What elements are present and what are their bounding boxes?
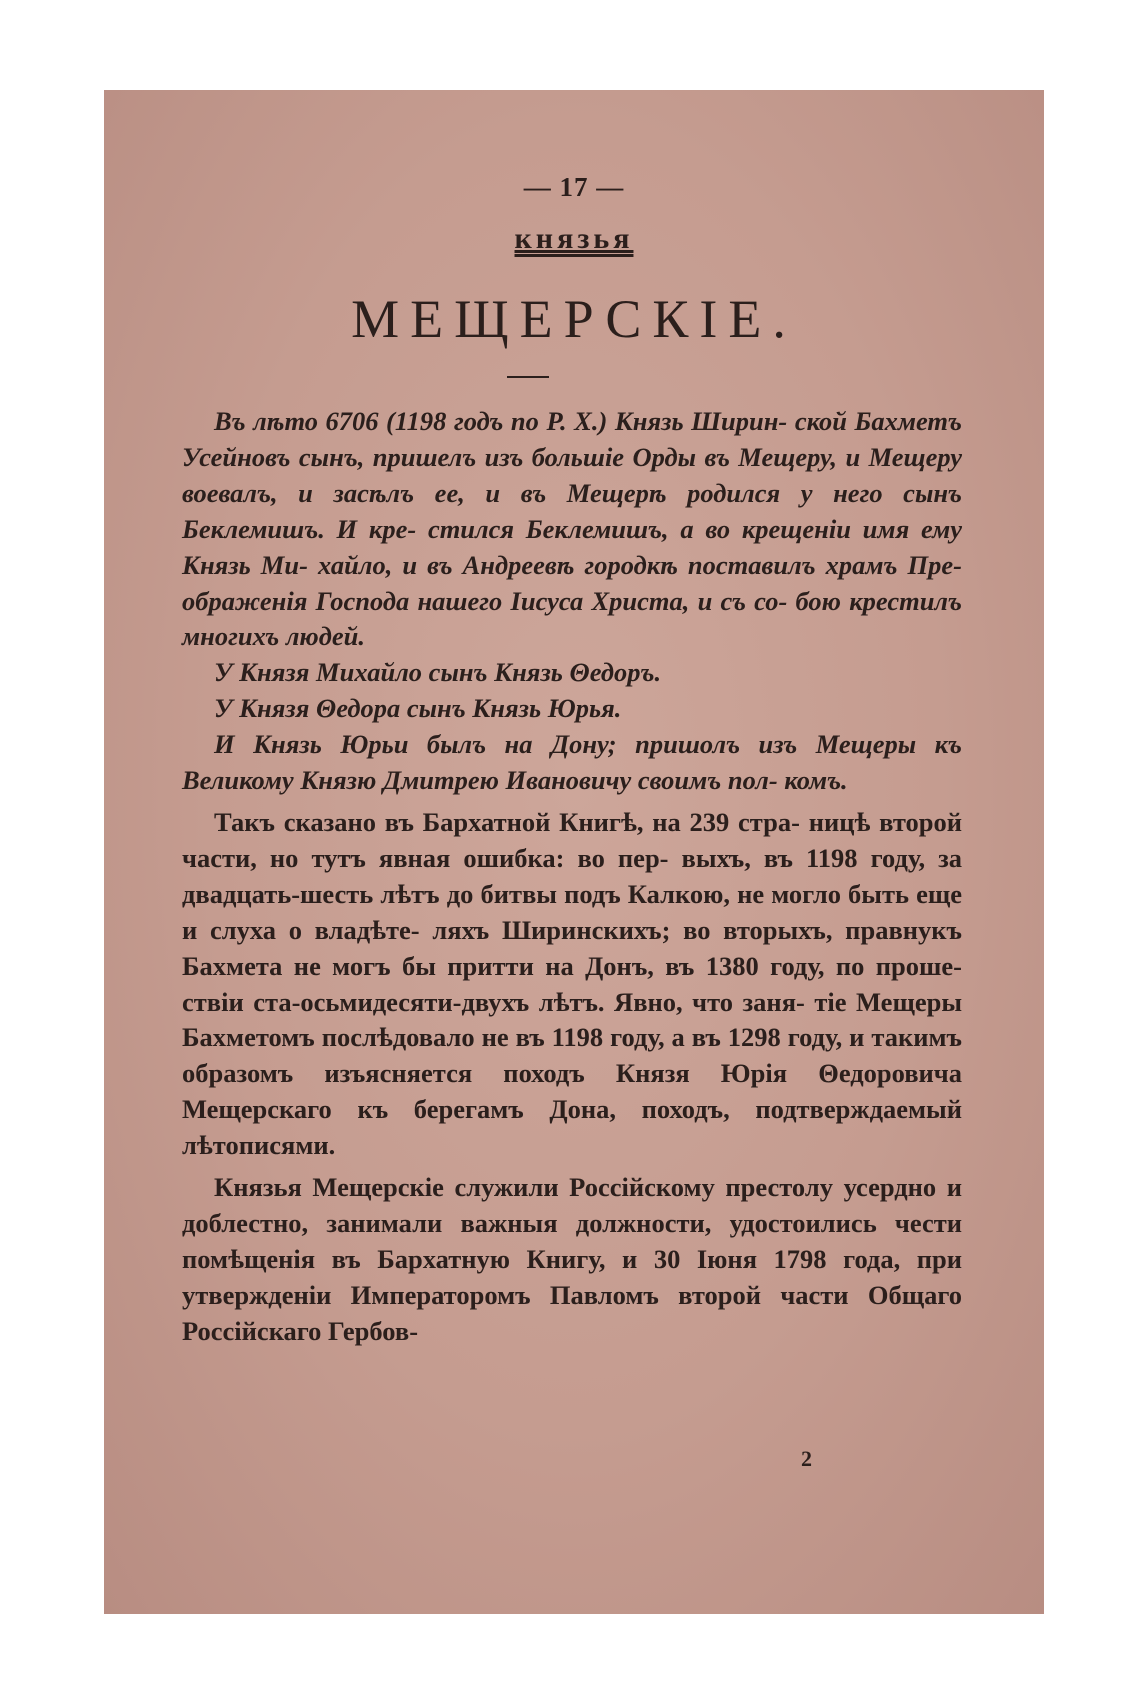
paragraph-line: Орды въ Мещеру, и Мещеру воевалъ, и засѣлъ ее, и — [182, 441, 963, 508]
paragraph-line: къ Великому Князю Дмитрею Ивановичу своимъ пол- — [182, 729, 963, 796]
paragraph-line: комъ. — [784, 765, 848, 796]
paragraph-line: а въ 1298 году, и такимъ образомъ изъясняется походъ — [182, 1022, 962, 1089]
paragraph-line: ляхъ Ширинскихъ; во вторыхъ, правнукъ Бахмета — [182, 914, 962, 981]
paragraph-line: стился Беклемишъ, а во крещенiи имя ему Князь Ми- — [182, 513, 962, 580]
paragraph-3 — [182, 691, 962, 727]
paragraph-2 — [182, 655, 962, 691]
paragraph-line: Въ лѣто 6706 (1198 годъ по Р. Х.) Князь Ширин- — [214, 406, 788, 436]
paragraph-line: Такъ сказано въ Бархатной Книгѣ, на 239 стра- — [214, 806, 800, 837]
paragraph-line: ницѣ второй части, но тутъ явная ошибка: во пер- — [182, 806, 963, 873]
section-heading-small: князья — [514, 222, 634, 255]
title-rule — [507, 376, 549, 378]
paragraph-line: тiе Мещеры Бахметомъ послѣдовало не въ 1198 году, — [182, 986, 963, 1053]
body-text — [182, 404, 962, 1350]
paragraph-line: подъ Калкою, не могло быть еще и слуха о владѣте- — [182, 878, 963, 945]
paragraph-line: И Князь Юрьи былъ на Дону; пришолъ изъ Мещеры — [214, 729, 917, 760]
paragraph-line: Князья Мещерскiе служили Россiйскому престолу — [214, 1172, 833, 1203]
paragraph-line: не могъ бы притти на Донъ, въ 1380 году, по проше- — [293, 950, 962, 981]
paragraph-line: Павломъ второй части Общаго Россiйскаго Гербов- — [182, 1279, 963, 1346]
paragraph-line: Дона, походъ, подтверждаемый лѣтописями. — [182, 1094, 962, 1161]
paragraph-line: хайло, и въ Андреевѣ городкѣ поставилъ храмъ Пре- — [317, 549, 962, 580]
section-heading-large: МЕЩЕРСКIЕ. — [351, 289, 797, 349]
paragraph-4 — [182, 727, 962, 799]
paragraph-5 — [182, 805, 962, 1164]
paragraph-line: въ Мещерѣ родился у него сынъ Беклемишъ. И кре- — [182, 477, 963, 544]
paragraph-6 — [182, 1170, 962, 1350]
paragraph-line: ствiи ста-осьмидесяти-двухъ лѣтъ. Явно, что заня- — [182, 986, 805, 1017]
paragraph-line: У Князя Θедора сынъ Князь Юрья. — [214, 693, 622, 724]
paragraph-line: Князя Юрiя Θедоровича Мещерскаго къ берегамъ — [182, 1058, 962, 1125]
paragraph-line: и 30 Iюня 1798 года, при утвержденiи Императоромъ — [182, 1243, 963, 1310]
paragraph-line: удостоились чести помѣщенiя въ Бархатную Книгу, — [182, 1207, 963, 1274]
paragraph-line: ской Бахметъ Усейновъ сынъ, пришелъ изъ большiе — [182, 406, 963, 472]
paragraph-line: бою крестилъ многихъ людей. — [182, 585, 962, 652]
paragraph-line: усердно и доблестно, занимали важныя должности, — [182, 1172, 963, 1238]
paragraph-line: выхъ, въ 1198 году, за двадцать-шесть лѣтъ до битвы — [182, 842, 963, 909]
book-page — [104, 90, 1044, 1614]
signature-mark: 2 — [801, 1446, 812, 1471]
page-number: — 17 — — [523, 172, 625, 202]
paragraph-line: ображенiя Господа нашего Iисуса Христа, и съ со- — [182, 585, 788, 616]
paragraph-1 — [182, 404, 962, 655]
paragraph-line: У Князя Михайло сынъ Князь Θедоръ. — [214, 657, 662, 688]
